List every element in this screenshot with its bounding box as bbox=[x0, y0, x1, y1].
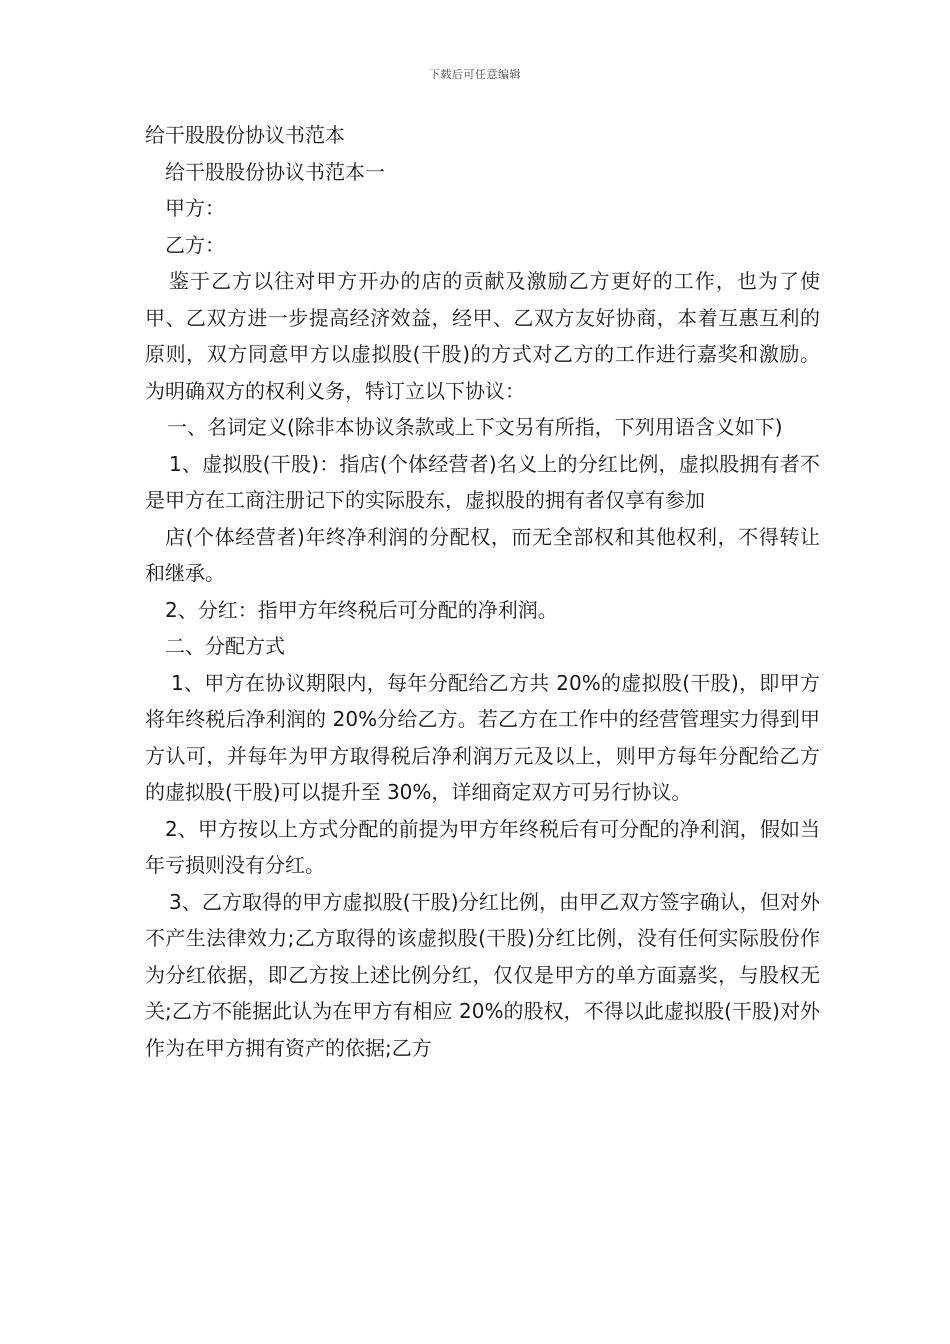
party-a-line: 甲方： bbox=[165, 196, 225, 220]
header-note: 下载后可任意编辑 bbox=[429, 68, 521, 81]
preamble-paragraph: 鉴于乙方以往对甲方开办的店的贡献及激励乙方更好的工作，也为了使甲、乙双方进一步提高经济效益，经甲、乙双方友好协商，本着互惠互利的原则，双方同意甲方以虚拟股(干股)的方式对乙方的工作进行嘉奖和激励。为明确双方的权利义务，特订立以下协议： bbox=[145, 269, 820, 403]
document-title: 给干股股份协议书范本 bbox=[145, 123, 345, 147]
section1-item1-continued: 店(个体经营者)年终净利润的分配权，而无全部权和其他权利，不得转让和继承。 bbox=[145, 524, 820, 585]
section2-item2: 2、甲方按以上方式分配的前提为甲方年终税后有可分配的净利润，假如当年亏损则没有分红。 bbox=[145, 816, 820, 877]
document-body bbox=[145, 117, 820, 1066]
section1-item1: 1、虚拟股(干股)：指店(个体经营者)名义上的分红比例，虚拟股拥有者不是甲方在工商注册记下的实际股东，虚拟股的拥有者仅享有参加 bbox=[145, 451, 820, 512]
section1-heading: 一、名词定义(除非本协议条款或上下文另有所指，下列用语含义如下) bbox=[167, 415, 783, 439]
party-b-line: 乙方： bbox=[165, 232, 225, 257]
section1-item2: 2、分红：指甲方年终税后可分配的净利润。 bbox=[165, 597, 558, 622]
section2-item3: 3、乙方取得的甲方虚拟股(干股)分红比例，由甲乙双方签字确认，但对外不产生法律效力;乙方取得的该虚拟股(干股)分红比例，没有任何实际股份作为分红依据，即乙方按上述比例分红，仅仅是甲方的单方面嘉奖，与股权无关;乙方不能据此认为在甲方有相应 20%的股权，不得以此虚拟股(干股)对外作为在甲方拥有资产的依据;乙方 bbox=[145, 889, 820, 1060]
section2-heading: 二、分配方式 bbox=[165, 634, 285, 658]
section2-item1: 1、甲方在协议期限内，每年分配给乙方共 20%的虚拟股(干股)，即甲方将年终税后净利润的 20%分给乙方。若乙方在工作中的经营管理实力得到甲方认可，并每年为甲方取得税后净利润万元及以上，则甲方每年分配给乙方的虚拟股(干股)可以提升至 30%，详细商定双方可另行协议。 bbox=[145, 670, 820, 804]
document-subtitle: 给干股股份协议书范本一 bbox=[165, 159, 385, 184]
